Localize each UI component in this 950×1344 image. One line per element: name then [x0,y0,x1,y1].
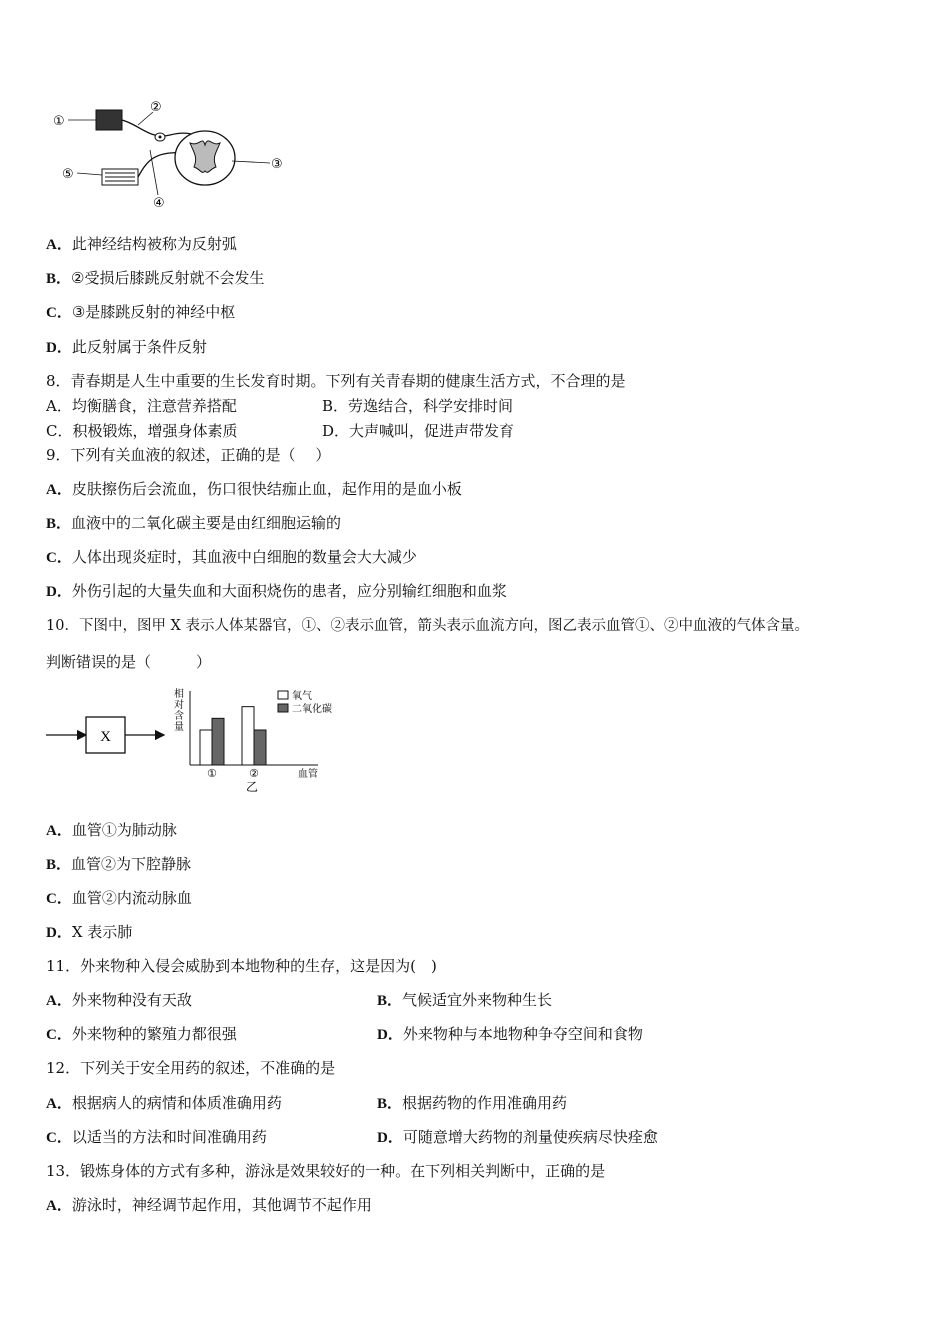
q9-option-b: B．血液中的二氧化碳主要是由红细胞运输的 [46,514,342,532]
label-3: ③ [271,157,283,172]
q10-option-d: D．X 表示肺 [46,923,133,941]
q9-option-c: C．人体出现炎症时，其血液中白细胞的数量会大大减少 [46,548,417,566]
bar-co2-vessel-2 [254,730,266,765]
q11-option-b: B．气候适宜外来物种生长 [377,991,553,1009]
q8-option-b: B．劳逸结合，科学安排时间 [322,397,514,415]
legend-oxygen-swatch [278,691,288,699]
q7-option-b: B．②受损后膝跳反射就不会发生 [46,269,265,287]
q7-option-c: C．③是膝跳反射的神经中枢 [46,303,236,321]
q9-stem: 9．下列有关血液的叙述，正确的是（ ） [46,446,331,464]
organ-x-label: X [100,729,111,745]
q7-option-a: A．此神经结构被称为反射弧 [46,235,237,253]
legend-oxygen-label: 氧气 [292,691,312,702]
label-1: ① [53,114,65,129]
q12-option-b: B．根据药物的作用准确用药 [377,1094,568,1112]
chart-caption: 乙 [246,780,259,794]
organ-x-diagram [46,715,171,755]
tick-label-vessel-1: ① [207,767,217,780]
q9-option-d: D．外伤引起的大量失血和大面积烧伤的患者，应分别输红细胞和血浆 [46,582,507,600]
label-2: ② [150,100,162,115]
q11-option-a: A．外来物种没有天敌 [46,991,192,1009]
q8-option-d: D．大声喊叫，促进声带发育 [322,422,515,440]
q12-stem: 12．下列关于安全用药的叙述，不准确的是 [46,1059,336,1077]
q7-option-d: D．此反射属于条件反射 [46,338,207,356]
q10-option-a: A．血管①为肺动脉 [46,821,177,839]
bar-co2-vessel-1 [212,718,224,765]
receptor-shape [96,110,122,130]
q13-stem: 13．锻炼身体的方式有多种，游泳是效果较好的一种。在下列相关判断中，正确的是 [46,1162,606,1180]
q9-option-a: A．皮肤擦伤后会流血，伤口很快结痂止血，起作用的是血小板 [46,480,462,498]
chart-ylabel: 相对含量 [174,689,184,733]
q8-option-a: A．均衡膳食，注意营养搭配 [46,397,237,415]
q10-stem-line1: 10．下图中，图甲 X 表示人体某器官，①、②表示血管，箭头表示血流方向，图乙表示血管①、②中血液的气体含量。 [46,618,809,634]
legend-co2-swatch [278,704,288,712]
bar-oxygen-vessel-2 [242,707,254,765]
q10-option-c: C．血管②内流动脉血 [46,889,192,907]
q8-option-c: C．积极锻炼，增强身体素质 [46,422,238,440]
q10-option-b: B．血管②为下腔静脉 [46,855,192,873]
tick-label-vessel-2: ② [249,767,259,780]
q12-option-d: D．可随意增大药物的剂量使疾病尽快痊愈 [377,1128,658,1146]
q12-option-a: A．根据病人的病情和体质准确用药 [46,1094,282,1112]
q11-option-c: C．外来物种的繁殖力都很强 [46,1025,237,1043]
label-4: ④ [153,196,165,210]
gas-content-chart [170,685,350,795]
q11-stem: 11．外来物种入侵会威胁到本地物种的生存，这是因为( ) [46,957,437,975]
reflex-arc-figure [50,95,295,210]
legend-co2-label: 二氧化碳 [292,704,332,715]
bar-oxygen-vessel-1 [200,730,212,765]
q10-stem-line2: 判断错误的是（ ） [46,653,212,671]
chart-xlabel: 血管 [298,769,318,780]
q12-option-c: C．以适当的方法和时间准确用药 [46,1128,267,1146]
label-5: ⑤ [62,167,74,182]
q11-option-d: D．外来物种与本地物种争夺空间和食物 [377,1025,643,1043]
q8-stem: 8．青春期是人生中重要的生长发育时期。下列有关青春期的健康生活方式，不合理的是 [46,372,626,390]
q13-option-a: A．游泳时，神经调节起作用，其他调节不起作用 [46,1196,372,1214]
